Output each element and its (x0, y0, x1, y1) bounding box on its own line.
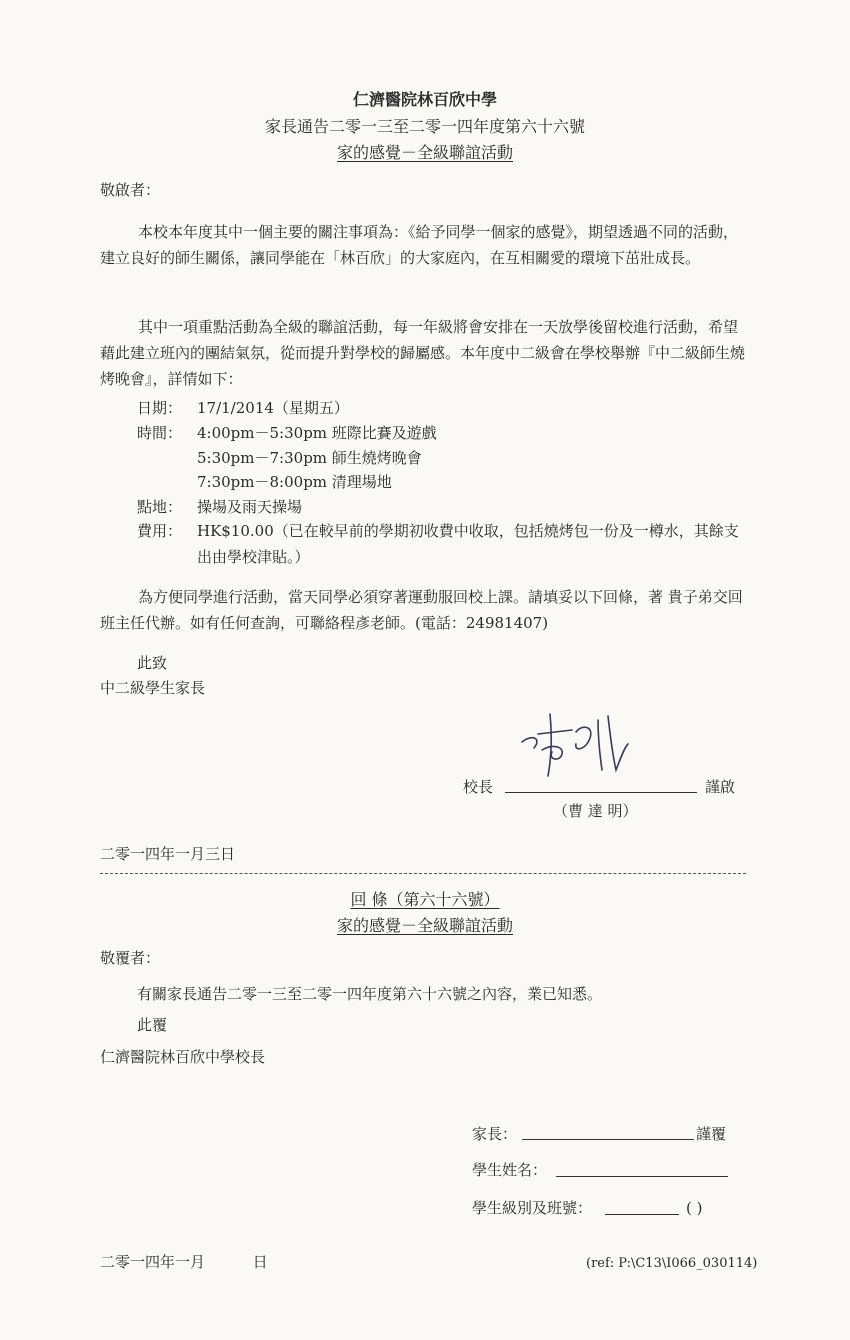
notice-number: 家長通告二零一三至二零一四年度第六十六號 (264, 117, 585, 136)
notice-subject: 家的感覺－全級聯誼活動 (336, 143, 513, 162)
parent-signature-field[interactable] (522, 1139, 694, 1140)
reply-closing-2: 仁濟醫院林百欣中學校長 (100, 1048, 266, 1066)
reply-salutation: 敬覆者： (100, 949, 161, 967)
time-slot-1: 4:00pm－5:30pm 班際比賽及遊戲 (197, 424, 437, 442)
class-label: 學生級別及班號： (472, 1199, 593, 1217)
principal-signature (512, 704, 640, 778)
parent-suffix: 謹覆 (696, 1125, 727, 1143)
time-label: 時間： (137, 424, 183, 442)
reply-closing-1: 此覆 (137, 1016, 168, 1034)
reference-code: (ref: P:\C13\I066_030114) (586, 1256, 758, 1271)
student-name-label: 學生姓名： (472, 1161, 548, 1179)
class-number-paren: ( ) (686, 1199, 703, 1217)
paragraph-3: 為方便同學進行活動，當天同學必須穿著運動服回校上課。請填妥以下回條，著 貴子弟交回班主任代辦。如有任何查詢，可聯絡程彥老師。(電話：24981407) (100, 588, 743, 632)
closing-line-1: 此致 (137, 654, 168, 672)
reply-body: 有關家長通告二零一三至二零一四年度第六十六號之內容，業已知悉。 (137, 985, 603, 1003)
paragraph-2: 其中一項重點活動為全級的聯誼活動，每一年級將會安排在一天放學後留校進行活動，希望藉此建立班內的團結氣氛，從而提升對學校的歸屬感。本年度中二級會在學校舉辦『中二級師生燒烤晚會』，詳情如下： (100, 318, 746, 388)
tear-off-line (100, 873, 746, 874)
salutation: 敬啟者： (100, 181, 161, 199)
fee-value: HK$10.00（已在較早前的學期初收費中收取，包括燒烤包一份及一樽水，其餘支出由學校津貼。） (197, 522, 739, 566)
principal-suffix: 謹啟 (705, 778, 736, 796)
venue-value: 操場及雨天操場 (197, 498, 303, 516)
date-value: 17/1/2014（星期五） (197, 399, 349, 417)
principal-label: 校長 (463, 778, 494, 796)
principal-name: （曹 達 明） (553, 802, 638, 820)
reply-subject: 家的感覺－全級聯誼活動 (336, 916, 513, 935)
venue-label: 點地： (137, 498, 183, 516)
reply-date: 二零一四年一月 日 (100, 1253, 268, 1271)
paragraph-1: 本校本年度其中一個主要的關注事項為：《給予同學一個家的感覺》，期望透過不同的活動，建立良好的師生關係，讓同學能在「林百欣」的大家庭內，在互相關愛的環境下茁壯成長。 (100, 223, 739, 267)
notice-date: 二零一四年一月三日 (100, 845, 236, 863)
reply-title: 回 條（第六十六號） (350, 890, 500, 909)
school-name: 仁濟醫院林百欣中學 (352, 90, 497, 109)
time-slot-2: 5:30pm－7:30pm 師生燒烤晚會 (197, 449, 422, 467)
closing-line-2: 中二級學生家長 (100, 679, 206, 697)
time-slot-3: 7:30pm－8:00pm 清理場地 (197, 473, 392, 491)
parent-label: 家長： (472, 1125, 518, 1143)
date-label: 日期： (137, 399, 183, 417)
fee-label: 費用： (137, 522, 183, 540)
principal-signature-line (505, 792, 697, 793)
student-name-field[interactable] (556, 1176, 728, 1177)
class-field[interactable] (605, 1214, 679, 1215)
